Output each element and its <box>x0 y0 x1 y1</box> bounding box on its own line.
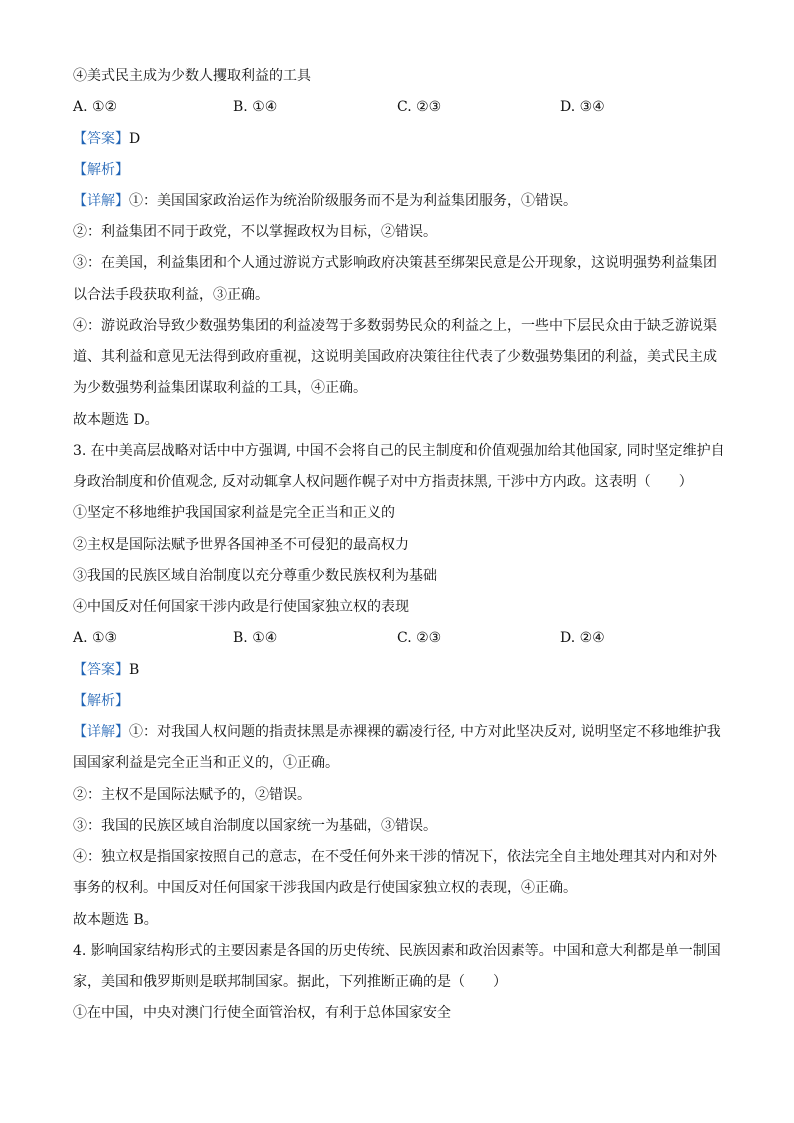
detail-text: ①：美国国家政治运作为统治阶级服务而不是为利益集团服务，①错误。 <box>129 193 577 209</box>
prev-detail-line: 道、其利益和意见无法得到政府重视，这说明美国政府决策往往代表了少数强势集团的利益，美式民主成 <box>73 349 717 365</box>
q3-detail-line <box>73 722 721 742</box>
answer-tag: 【答案】 <box>73 131 129 147</box>
q3-detail-line: ③：我国的民族区域自治制度以国家统一为基础，③错误。 <box>73 818 437 834</box>
detail-text: ①：对我国人权问题的指责抹黑是赤裸裸的霸凌行径, 中方对此坚决反对, 说明坚定不移地维护我 <box>129 724 721 740</box>
q3-conclusion: 故本题选 B。 <box>73 912 158 928</box>
prev-option-c: C. ②③ <box>397 99 442 115</box>
detail-tag: 【详解】 <box>73 724 129 740</box>
q3-stem-line: 3. 在中美高层战略对话中中方强调, 中国不会将自己的民主制度和价值观强加给其他国家, 同时坚定维护自 <box>73 443 725 459</box>
q3-detail-line: ②：主权不是国际法赋予的，②错误。 <box>73 787 311 803</box>
q4-stem-line: 家，美国和俄罗斯则是联邦制国家。据此，下列推断正确的是（ ） <box>73 974 507 990</box>
q4-stem-line: 4. 影响国家结构形式的主要因素是各国的历史传统、民族因素和政治因素等。中国和意大利都是单一制国 <box>73 943 721 959</box>
prev-detail-line <box>73 191 577 211</box>
prev-option-b: B. ①④ <box>233 99 278 115</box>
q3-item: ②主权是国际法赋予世界各国神圣不可侵犯的最高权力 <box>73 537 409 553</box>
q3-option-d: D. ②④ <box>560 630 605 646</box>
prev-detail-line: ②：利益集团不同于政党，不以掌握政权为目标，②错误。 <box>73 224 437 240</box>
prev-detail-line: ③：在美国，利益集团和个人通过游说方式影响政府决策甚至绑架民意是公开现象，这说明强势利益集团 <box>73 255 717 271</box>
q3-option-a: A. ①③ <box>73 630 118 646</box>
q3-detail-line: 国国家利益是完全正当和正义的，①正确。 <box>73 755 339 771</box>
answer-value: B <box>129 662 140 678</box>
prev-conclusion: 故本题选 D。 <box>73 412 159 428</box>
q3-answer <box>73 660 139 680</box>
answer-value: D <box>129 131 141 147</box>
detail-tag: 【详解】 <box>73 193 129 209</box>
q3-item: ④中国反对任何国家干涉内政是行使国家独立权的表现 <box>73 599 409 615</box>
q3-option-c: C. ②③ <box>397 630 442 646</box>
q3-analysis-label: 【解析】 <box>73 693 129 709</box>
q3-item: ③我国的民族区域自治制度以充分尊重少数民族权利为基础 <box>73 568 437 584</box>
prev-detail-line: 以合法手段获取利益，③正确。 <box>73 287 269 303</box>
prev-analysis-label: 【解析】 <box>73 162 129 178</box>
q3-detail-line: 事务的权利。中国反对任何国家干涉我国内政是行使国家独立权的表现，④正确。 <box>73 880 577 896</box>
q3-stem-line: 身政治制度和价值观念, 反对动辄拿人权问题作幌子对中方指责抹黑, 干涉中方内政。这表明（ ） <box>73 474 693 490</box>
answer-tag: 【答案】 <box>73 662 129 678</box>
q3-detail-line: ④：独立权是指国家按照自己的意志，在不受任何外来干涉的情况下，依法完全自主地处理其对内和对外 <box>73 849 717 865</box>
prev-answer <box>73 129 140 149</box>
prev-detail-line: ④：游说政治导致少数强势集团的利益凌驾于多数弱势民众的利益之上，一些中下层民众由于缺乏游说渠 <box>73 318 717 334</box>
prev-item-4: ④美式民主成为少数人攫取利益的工具 <box>73 68 311 84</box>
prev-option-a: A. ①② <box>73 99 118 115</box>
q3-item: ①坚定不移地维护我国国家利益是完全正当和正义的 <box>73 505 395 521</box>
prev-option-d: D. ③④ <box>560 99 605 115</box>
prev-detail-line: 为少数强势利益集团谋取利益的工具，④正确。 <box>73 380 367 396</box>
q4-item: ①在中国，中央对澳门行使全面管治权，有利于总体国家安全 <box>73 1005 451 1021</box>
q3-option-b: B. ①④ <box>233 630 278 646</box>
